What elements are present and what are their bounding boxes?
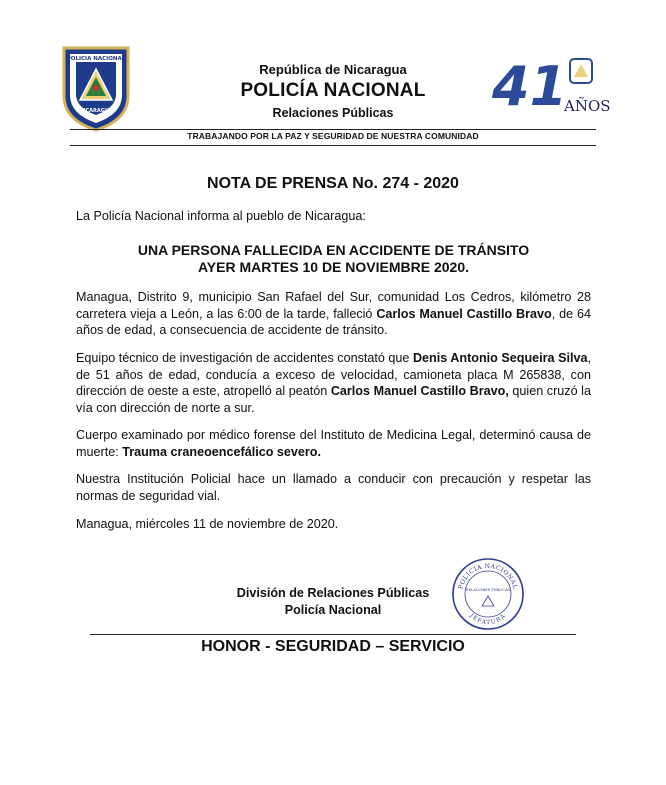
jefatura-seal — [450, 556, 526, 632]
svg-text:AÑOS: AÑOS — [564, 97, 611, 115]
svg-text:POLICIA NACIONAL: POLICIA NACIONAL — [66, 56, 126, 62]
victim-name-2: Carlos Manuel Castillo Bravo, — [330, 384, 509, 399]
paragraph-3: Cuerpo examinado por médico forense del Instituto de Medicina Legal, determinó causa de muerte: Trauma craneoencefálico severo. — [76, 428, 591, 459]
footer-motto: HONOR - SEGURIDAD – SERVICIO — [201, 638, 465, 655]
cause-of-death: Trauma craneoencefálico severo. — [122, 444, 322, 459]
header-rule-bottom — [70, 145, 596, 146]
header-motto: TRABAJANDO POR LA PAZ Y SEGURIDAD DE NUESTRA COMUNIDAD — [187, 131, 479, 141]
press-release-title: NOTA DE PRENSA No. 274 - 2020 — [207, 175, 459, 192]
svg-text:41: 41 — [492, 55, 568, 118]
department-heading: Relaciones Públicas — [272, 106, 394, 120]
signature-institution: Policía Nacional — [284, 603, 382, 617]
paragraph-2: Equipo técnico de investigación de accidentes constató que Denis Antonio Sequeira Silva, de 51 años de edad, conducía a exceso de velocidad, camioneta placa M 265838, con dirección de oeste a este, atropelló al peatón Carlos Manuel Castillo Bravo, quien cruzó la vía con dirección de norte a sur. — [76, 351, 591, 415]
headline-line-1: UNA PERSONA FALLECIDA EN ACCIDENTE DE TRÁNSITO — [137, 242, 530, 258]
institution-heading: POLICÍA NACIONAL — [240, 80, 426, 101]
header-rule-top — [70, 129, 596, 130]
driver-name: Denis Antonio Sequeira Silva — [412, 351, 588, 365]
svg-text:NICARAGUA: NICARAGUA — [79, 108, 113, 114]
republic-heading: República de Nicaragua — [259, 62, 407, 77]
paragraph-4: Nuestra Institución Policial hace un llamado a conducir con precaución y respetar las normas de seguridad vial. — [76, 472, 591, 503]
signature-division: División de Relaciones Públicas — [236, 586, 430, 600]
release-headline — [76, 242, 591, 275]
anniversary-41-logo — [490, 55, 611, 118]
dateline: Managua, miércoles 11 de noviembre de 2020. — [76, 517, 339, 531]
svg-text:POLICIA NACIONAL: POLICIA NACIONAL — [457, 562, 519, 591]
victim-name: Carlos Manuel Castillo Bravo — [376, 306, 552, 321]
intro-text: La Policía Nacional informa al pueblo de Nicaragua: — [76, 209, 366, 223]
headline-line-2: AYER MARTES 10 DE NOVIEMBRE 2020. — [197, 258, 469, 275]
policia-nacional-shield-logo — [58, 44, 134, 132]
footer-rule — [90, 634, 576, 635]
svg-text:RELACIONES PUBLICAS: RELACIONES PUBLICAS — [466, 587, 510, 592]
paragraph-1: Managua, Distrito 9, municipio San Rafael del Sur, comunidad Los Cedros, kilómetro 28 carretera vieja a León, a las 6:00 de la tarde, falleció Carlos Manuel Castillo Bravo, de 64 años de edad, a consecuencia de accidente de tránsito. — [76, 290, 591, 338]
svg-text:JEFATURA: JEFATURA — [468, 612, 508, 627]
